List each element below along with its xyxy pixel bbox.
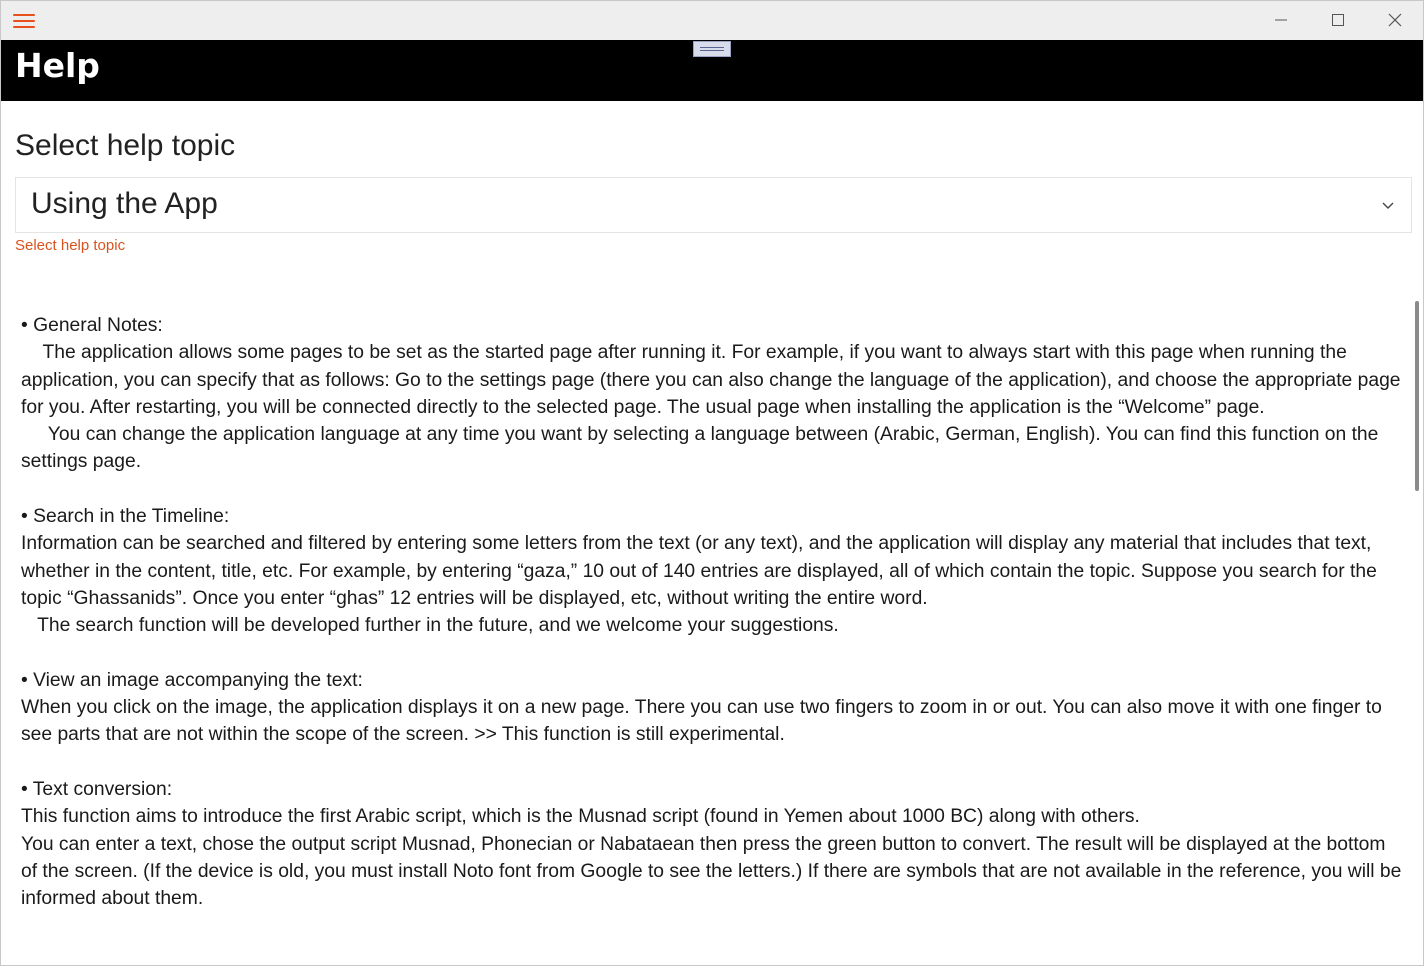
help-paragraph: The application allows some pages to be set as the started page after running it. For example, if you want to always start with this page when running the application, you can specify that as follows: Go to the settings page (there you can also change the language of the application), and choose the appropriate page for you. After restarting, you will be connected directly to the selected page. The usual page when installing the application is the “Welcome” page. (21, 342, 1406, 418)
topic-label: Select help topic (15, 129, 236, 162)
help-paragraph (21, 749, 1405, 776)
chevron-down-icon (1381, 198, 1395, 212)
title-bar (1, 1, 1423, 40)
help-paragraph: You can change the application language at any time you want by selecting a language between (Arabic, German, English). You can find this function on the settings page. (21, 424, 1384, 473)
help-paragraph: The search function will be developed further in the future, and we welcome your suggestions. (21, 615, 839, 637)
close-icon[interactable] (1382, 9, 1408, 31)
help-content (21, 312, 1405, 913)
help-paragraph: You can enter a text, chose the output script Musnad, Phonecian or Nabataean then press the green button to convert. The result will be displayed at the bottom of the screen. (If the device is old, you must install Noto font from Google to see the letters.) If there are symbols that are not available in the reference, you will be informed about them. (21, 833, 1407, 910)
maximize-icon[interactable] (1325, 9, 1351, 31)
help-paragraph: • Text conversion: (21, 779, 173, 801)
minimize-icon[interactable] (1268, 9, 1294, 31)
drag-handle[interactable] (693, 41, 731, 57)
help-paragraph: • Search in the Timeline: (21, 506, 230, 528)
scrollbar[interactable] (1415, 301, 1419, 491)
help-paragraph: When you click on the image, the application displays it on a new page. There you can use two fingers to zoom in or out. You can also move it with one finger to see parts that are not within the scope of the screen. >> This function is still experimental. (21, 697, 1388, 746)
help-paragraph (21, 640, 1405, 667)
hamburger-icon[interactable] (13, 12, 37, 30)
page-header (1, 40, 1423, 101)
help-paragraph: This function aims to introduce the first Arabic script, which is the Musnad script (found in Yemen about 1000 BC) along with others. (21, 806, 1140, 828)
help-paragraph (21, 476, 1405, 503)
topic-picker-hint: Select help topic (15, 237, 126, 254)
help-paragraph: Information can be searched and filtered by entering some letters from the text (or any text), and the application will display any material that includes that text, whether in the content, title, etc. For example, by entering “gaza,” 10 out of 140 entries are displayed, all of which contain the topic. Suppose you search for the topic “Ghassanids”. Once you enter “ghas” 12 entries will be displayed, etc, without writing the entire word. (21, 533, 1383, 609)
help-paragraph: • General Notes: (21, 315, 163, 336)
help-paragraph: • View an image accompanying the text: (21, 669, 363, 691)
topic-picker[interactable] (15, 177, 1412, 233)
topic-picker-value: Using the App (31, 187, 218, 220)
page-title: Help (15, 46, 100, 85)
